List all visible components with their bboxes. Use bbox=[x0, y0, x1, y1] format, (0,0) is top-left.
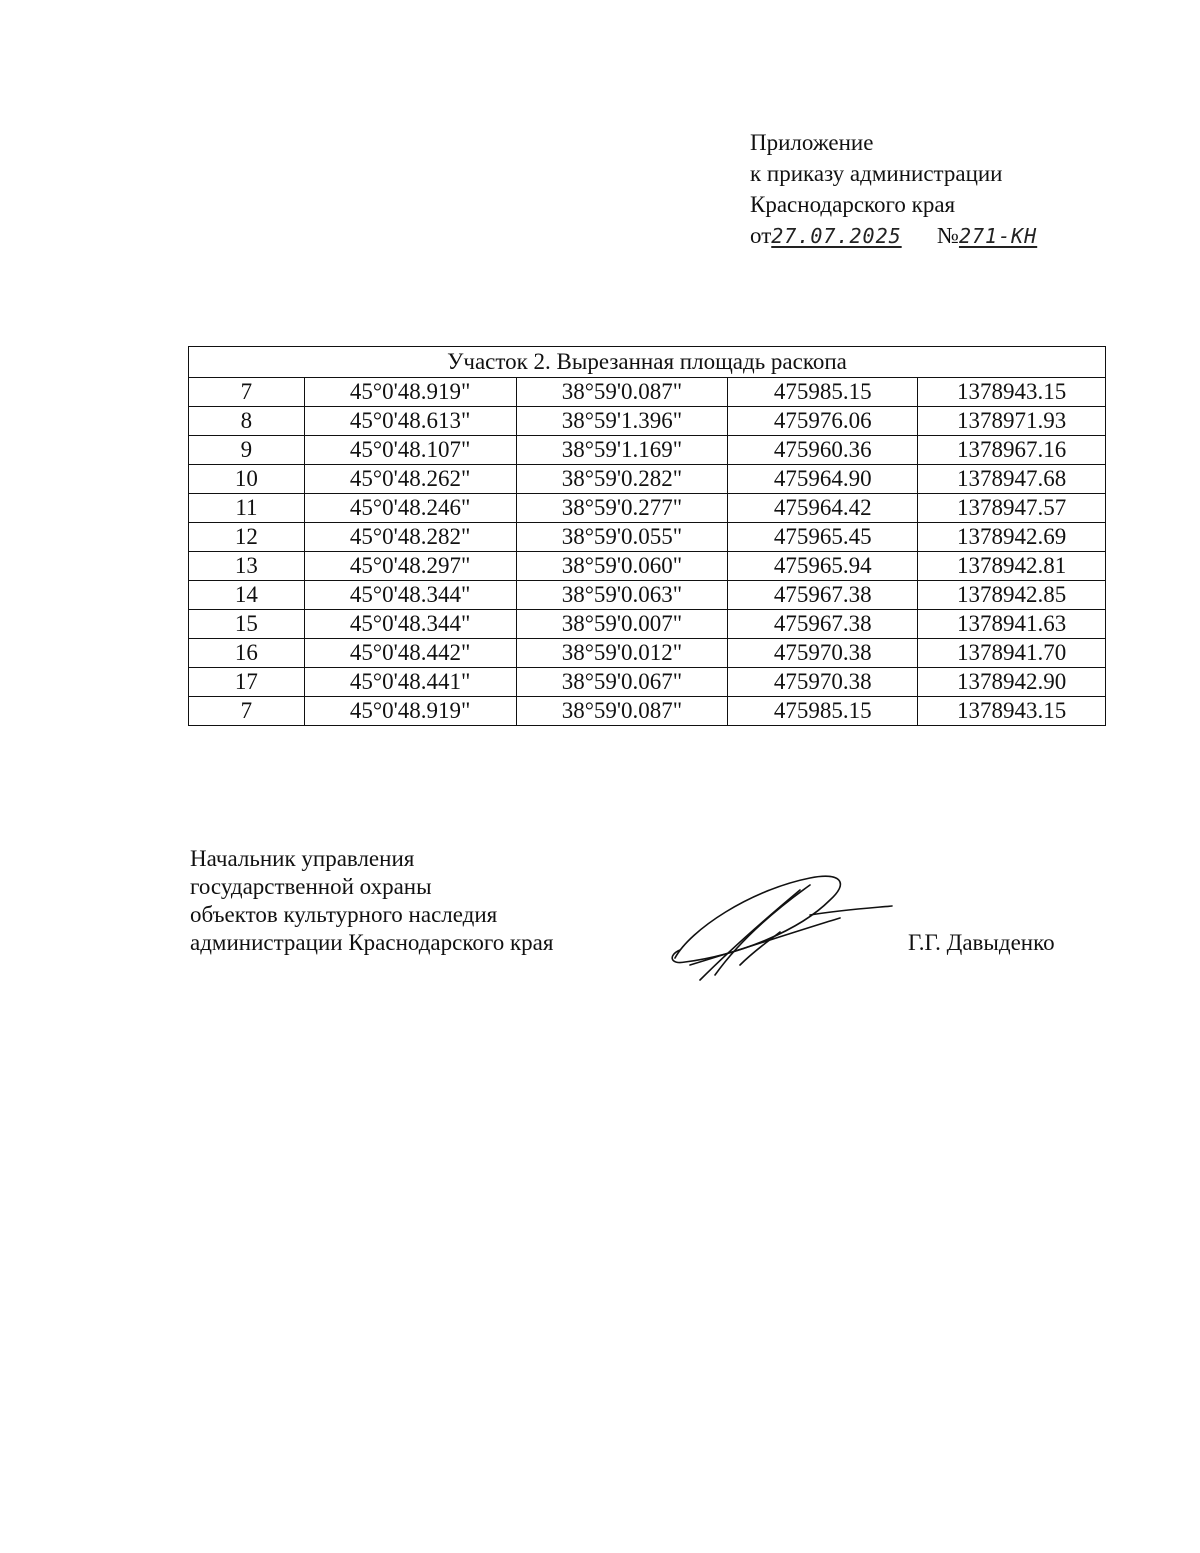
point-number-cell: 17 bbox=[189, 668, 305, 697]
table-row bbox=[189, 610, 1106, 639]
point-number-cell: 11 bbox=[189, 494, 305, 523]
y-coordinate-cell: 1378943.15 bbox=[918, 697, 1106, 726]
handwritten-number: 271-КН bbox=[958, 224, 1038, 248]
appendix-title: Приложение bbox=[750, 130, 874, 155]
x-coordinate-cell: 475985.15 bbox=[728, 697, 918, 726]
table-row bbox=[189, 523, 1106, 552]
table-row bbox=[189, 552, 1106, 581]
latitude-cell: 45°0'48.442" bbox=[304, 639, 516, 668]
y-coordinate-cell: 1378942.90 bbox=[918, 668, 1106, 697]
signer-name: Г.Г. Давыденко bbox=[908, 930, 1055, 955]
point-number-cell: 8 bbox=[189, 407, 305, 436]
y-coordinate-cell: 1378941.70 bbox=[918, 639, 1106, 668]
latitude-cell: 45°0'48.613" bbox=[304, 407, 516, 436]
latitude-cell: 45°0'48.282" bbox=[304, 523, 516, 552]
longitude-cell: 38°59'1.396" bbox=[516, 407, 728, 436]
x-coordinate-cell: 475965.94 bbox=[728, 552, 918, 581]
longitude-cell: 38°59'0.063" bbox=[516, 581, 728, 610]
from-label: от bbox=[750, 223, 772, 248]
table-row bbox=[189, 494, 1106, 523]
longitude-cell: 38°59'0.012" bbox=[516, 639, 728, 668]
point-number-cell: 10 bbox=[189, 465, 305, 494]
x-coordinate-cell: 475964.42 bbox=[728, 494, 918, 523]
latitude-cell: 45°0'48.441" bbox=[304, 668, 516, 697]
y-coordinate-cell: 1378967.16 bbox=[918, 436, 1106, 465]
table-title: Участок 2. Вырезанная площадь раскопа bbox=[189, 347, 1106, 378]
longitude-cell: 38°59'0.277" bbox=[516, 494, 728, 523]
x-coordinate-cell: 475970.38 bbox=[728, 668, 918, 697]
latitude-cell: 45°0'48.262" bbox=[304, 465, 516, 494]
signoff-block bbox=[190, 845, 553, 957]
table-row bbox=[189, 465, 1106, 494]
y-coordinate-cell: 1378942.81 bbox=[918, 552, 1106, 581]
point-number-cell: 13 bbox=[189, 552, 305, 581]
longitude-cell: 38°59'0.087" bbox=[516, 378, 728, 407]
table-row bbox=[189, 407, 1106, 436]
x-coordinate-cell: 475960.36 bbox=[728, 436, 918, 465]
point-number-cell: 16 bbox=[189, 639, 305, 668]
latitude-cell: 45°0'48.919" bbox=[304, 697, 516, 726]
coordinates-table bbox=[188, 346, 1106, 726]
longitude-cell: 38°59'0.007" bbox=[516, 610, 728, 639]
longitude-cell: 38°59'0.282" bbox=[516, 465, 728, 494]
y-coordinate-cell: 1378947.57 bbox=[918, 494, 1106, 523]
signoff-position-line4: администрации Краснодарского края bbox=[190, 930, 554, 955]
longitude-cell: 38°59'0.055" bbox=[516, 523, 728, 552]
handwritten-signature bbox=[660, 870, 900, 990]
coordinates-table-body bbox=[189, 347, 1106, 726]
latitude-cell: 45°0'48.297" bbox=[304, 552, 516, 581]
appendix-region-line: Краснодарского края bbox=[750, 192, 956, 217]
table-row bbox=[189, 378, 1106, 407]
appendix-date-number-line bbox=[750, 220, 1079, 252]
table-row bbox=[189, 668, 1106, 697]
x-coordinate-cell: 475964.90 bbox=[728, 465, 918, 494]
y-coordinate-cell: 1378942.85 bbox=[918, 581, 1106, 610]
y-coordinate-cell: 1378971.93 bbox=[918, 407, 1106, 436]
signoff-position-line2: государственной охраны bbox=[190, 874, 432, 899]
x-coordinate-cell: 475976.06 bbox=[728, 407, 918, 436]
latitude-cell: 45°0'48.246" bbox=[304, 494, 516, 523]
x-coordinate-cell: 475967.38 bbox=[728, 610, 918, 639]
point-number-cell: 7 bbox=[189, 378, 305, 407]
y-coordinate-cell: 1378941.63 bbox=[918, 610, 1106, 639]
y-coordinate-cell: 1378942.69 bbox=[918, 523, 1106, 552]
table-row bbox=[189, 697, 1106, 726]
appendix-header bbox=[750, 127, 1079, 252]
table-title-row bbox=[189, 347, 1106, 378]
latitude-cell: 45°0'48.344" bbox=[304, 581, 516, 610]
x-coordinate-cell: 475970.38 bbox=[728, 639, 918, 668]
number-label: № bbox=[937, 223, 959, 248]
table-row bbox=[189, 436, 1106, 465]
table-row bbox=[189, 581, 1106, 610]
x-coordinate-cell: 475965.45 bbox=[728, 523, 918, 552]
latitude-cell: 45°0'48.107" bbox=[304, 436, 516, 465]
longitude-cell: 38°59'0.067" bbox=[516, 668, 728, 697]
table-row bbox=[189, 639, 1106, 668]
handwritten-date: 27.07.2025 bbox=[771, 224, 902, 248]
appendix-order-line: к приказу администрации bbox=[750, 161, 1003, 186]
longitude-cell: 38°59'0.060" bbox=[516, 552, 728, 581]
latitude-cell: 45°0'48.344" bbox=[304, 610, 516, 639]
signoff-position-line3: объектов культурного наследия bbox=[190, 902, 498, 927]
y-coordinate-cell: 1378947.68 bbox=[918, 465, 1106, 494]
longitude-cell: 38°59'1.169" bbox=[516, 436, 728, 465]
latitude-cell: 45°0'48.919" bbox=[304, 378, 516, 407]
point-number-cell: 15 bbox=[189, 610, 305, 639]
point-number-cell: 12 bbox=[189, 523, 305, 552]
y-coordinate-cell: 1378943.15 bbox=[918, 378, 1106, 407]
x-coordinate-cell: 475985.15 bbox=[728, 378, 918, 407]
x-coordinate-cell: 475967.38 bbox=[728, 581, 918, 610]
point-number-cell: 14 bbox=[189, 581, 305, 610]
point-number-cell: 7 bbox=[189, 697, 305, 726]
signoff-position-line1: Начальник управления bbox=[190, 846, 415, 871]
longitude-cell: 38°59'0.087" bbox=[516, 697, 728, 726]
point-number-cell: 9 bbox=[189, 436, 305, 465]
